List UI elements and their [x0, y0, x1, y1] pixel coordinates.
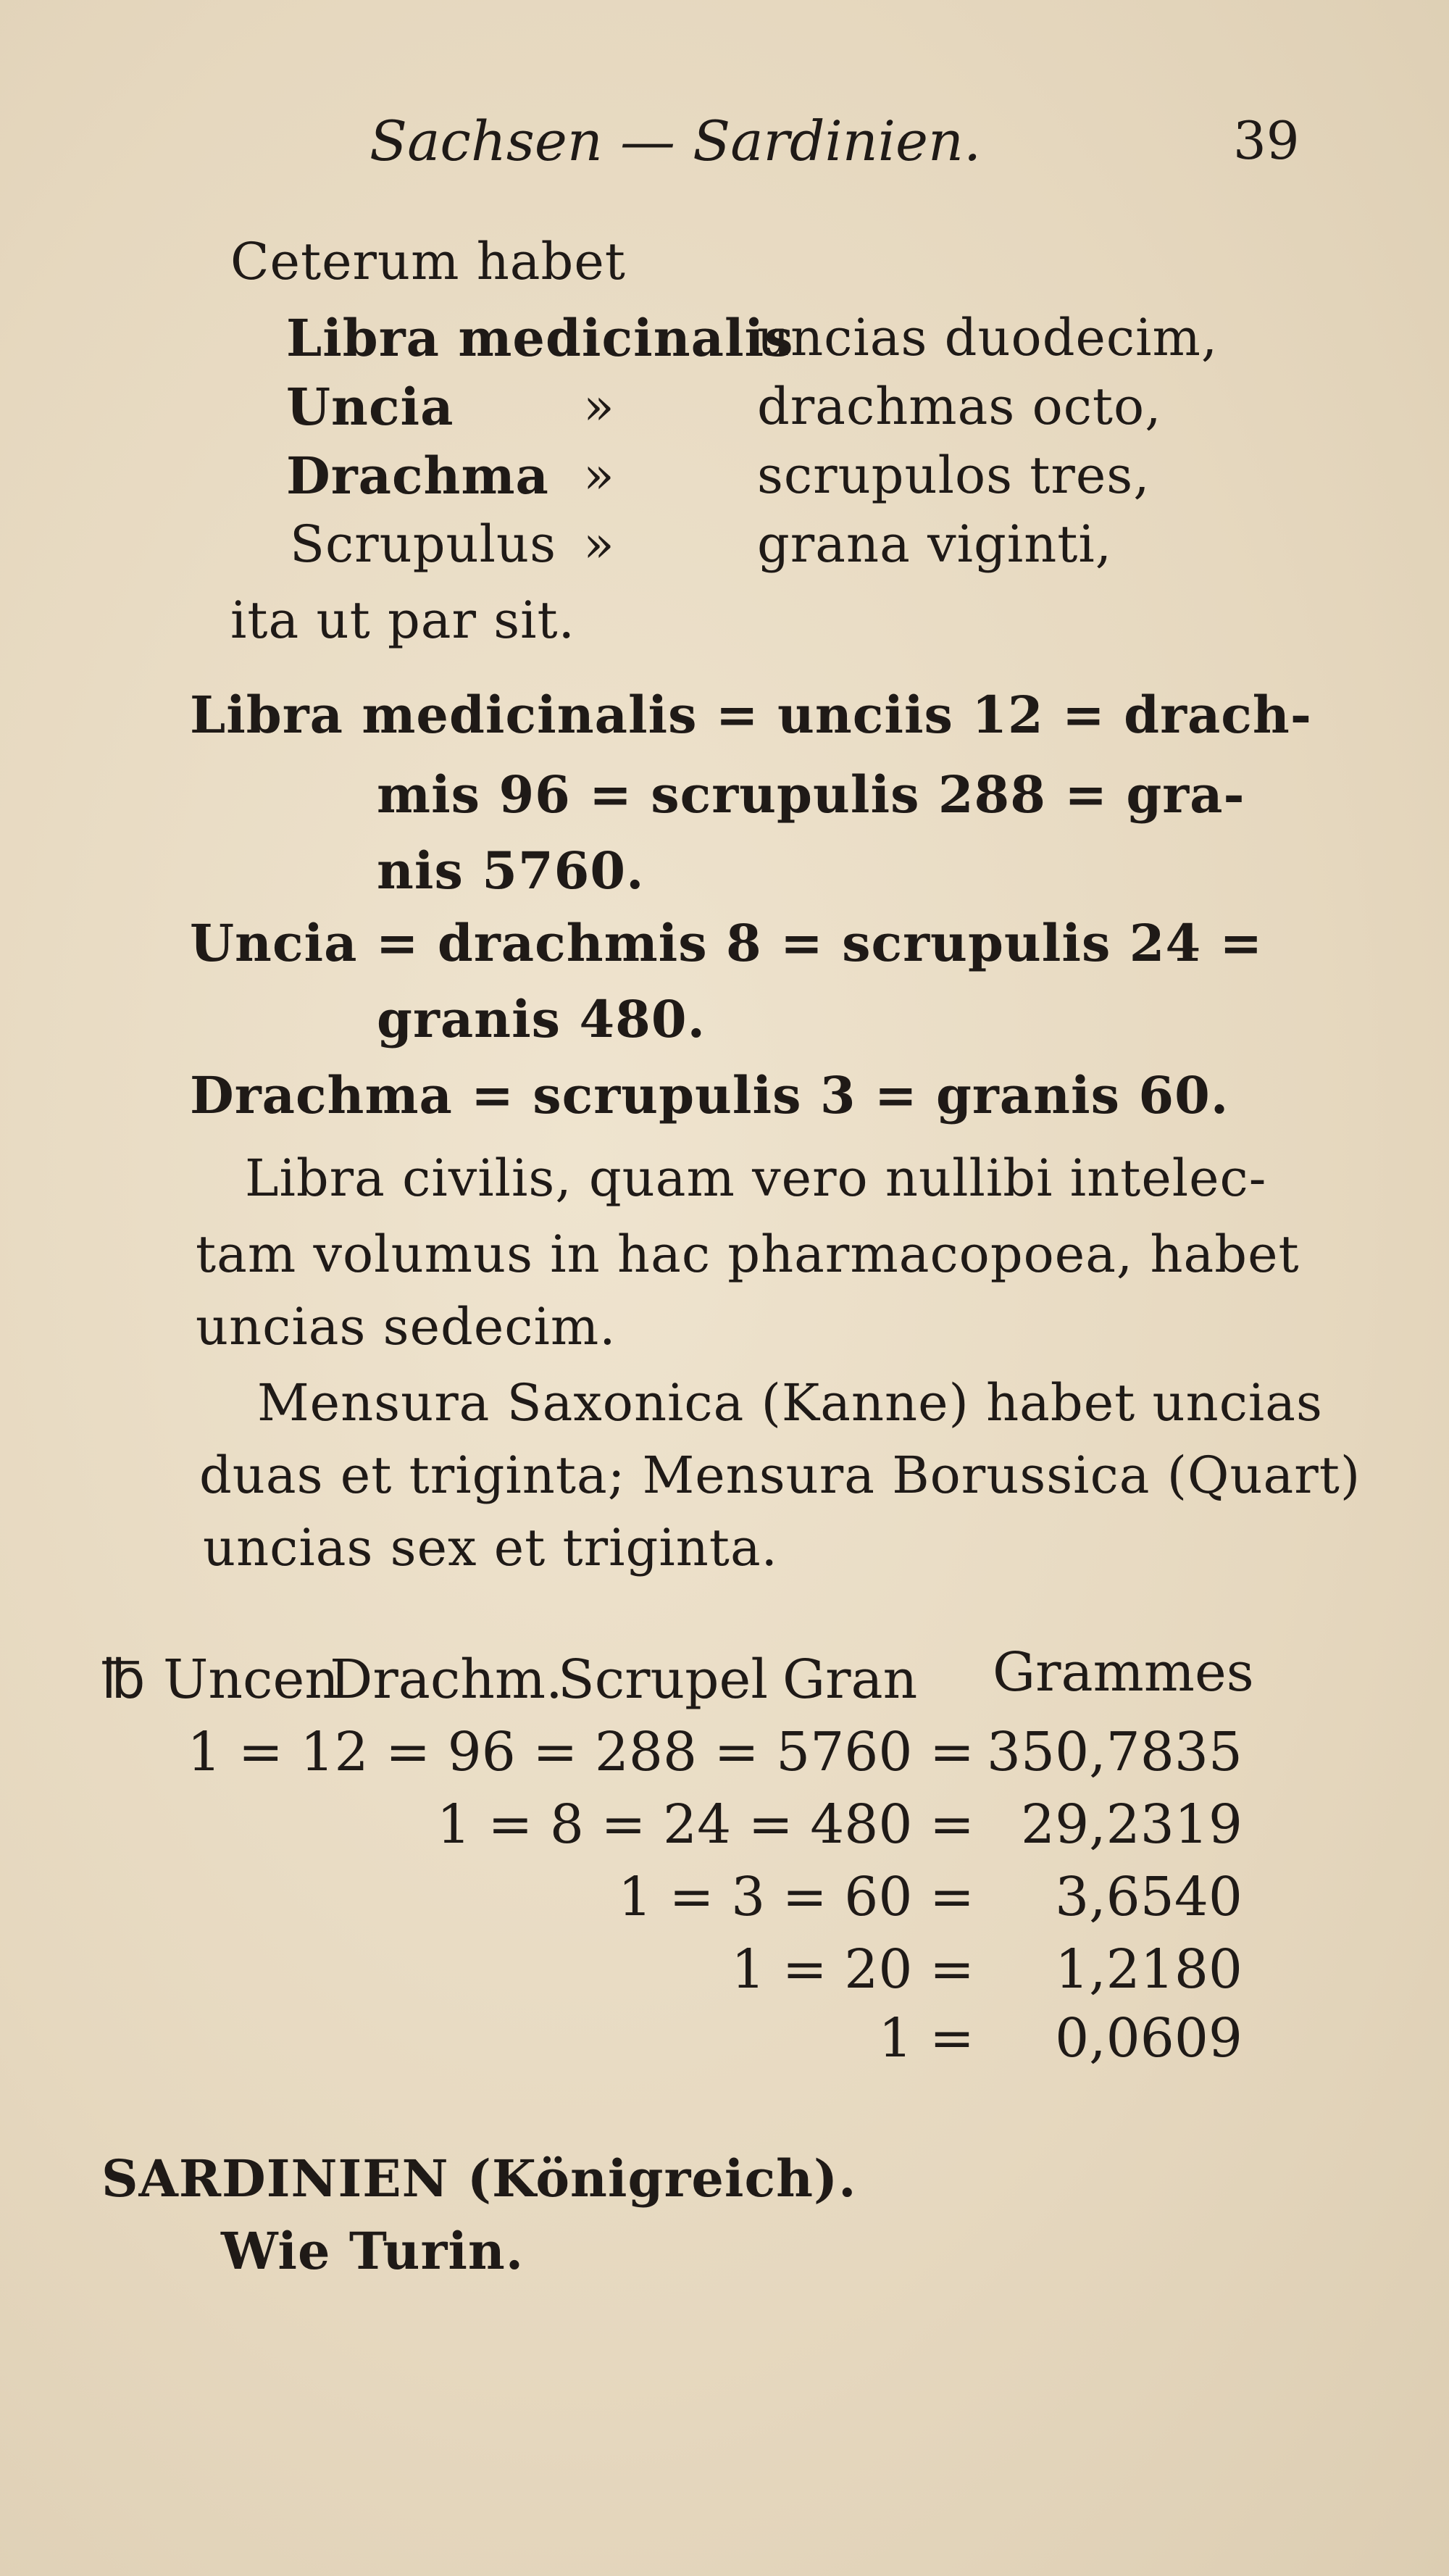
- ditto-mark: »: [583, 514, 615, 574]
- definition-value: scrupulos tres,: [757, 446, 1151, 505]
- definition-unit: Uncia: [286, 377, 454, 437]
- paragraph-line: uncias sedecim.: [196, 1297, 617, 1356]
- definition-value: drachmas octo,: [757, 377, 1162, 436]
- table-header: Grammes: [993, 1641, 1254, 1704]
- equation-line: mis 96 = scrupulis 288 = gra-: [377, 764, 1245, 825]
- ditto-mark: »: [583, 446, 615, 505]
- paragraph-line: Mensura Saxonica (Kanne) habet uncias: [257, 1373, 1323, 1433]
- table-row: 1 = 3 = 60 =: [618, 1866, 974, 1928]
- definition-value: uncias duodecim,: [757, 308, 1219, 367]
- table-header: Drachm.: [330, 1648, 563, 1711]
- paragraph-line: uncias sex et triginta.: [203, 1518, 778, 1577]
- section-text: Wie Turin.: [221, 2221, 525, 2281]
- table-row: 1 = 12 = 96 = 288 = 5760 =: [187, 1721, 974, 1783]
- table-row: 1 =: [878, 2007, 974, 2069]
- table-header: Uncen: [163, 1648, 339, 1711]
- equation-line: Drachma = scrupulis 3 = granis 60.: [190, 1065, 1229, 1125]
- page-number: 39: [1233, 110, 1300, 171]
- table-value: 350,7835: [986, 1721, 1243, 1783]
- running-title: Sachsen — Sardinien.: [369, 109, 982, 173]
- table-header: Scrupel: [558, 1648, 769, 1711]
- table-row: 1 = 20 =: [731, 1938, 974, 2001]
- equation-line: nis 5760.: [377, 841, 645, 901]
- paragraph-line: tam volumus in hac pharmacopoea, habet: [196, 1225, 1300, 1284]
- definition-unit: Scrupulus: [290, 514, 556, 574]
- table-value: 0,0609: [1055, 2007, 1243, 2069]
- table-header: Gran: [782, 1648, 918, 1711]
- equation-line: Uncia = drachmis 8 = scrupulis 24 =: [190, 913, 1264, 973]
- table-value: 29,2319: [1020, 1793, 1243, 1856]
- table-value: 1,2180: [1055, 1938, 1243, 2001]
- definitions-outro: ita ut par sit.: [230, 591, 575, 650]
- equation-line: granis 480.: [377, 989, 706, 1049]
- definitions-intro: Ceterum habet: [230, 232, 626, 291]
- definition-unit: Drachma: [286, 446, 549, 506]
- ditto-mark: »: [583, 377, 615, 436]
- paragraph-line: duas et triginta; Mensura Borussica (Quart): [199, 1446, 1361, 1505]
- section-title: SARDINIEN (Königreich).: [101, 2148, 857, 2209]
- definition-unit: Libra medicinalis: [286, 308, 794, 368]
- definition-value: grana viginti,: [757, 514, 1113, 574]
- table-value: 3,6540: [1055, 1866, 1243, 1928]
- pound-symbol: ℔: [101, 1648, 146, 1711]
- table-row: 1 = 8 = 24 = 480 =: [436, 1793, 974, 1856]
- equation-line: Libra medicinalis = unciis 12 = drach-: [190, 685, 1312, 745]
- paragraph-line: Libra civilis, quam vero nullibi intelec-: [245, 1149, 1267, 1208]
